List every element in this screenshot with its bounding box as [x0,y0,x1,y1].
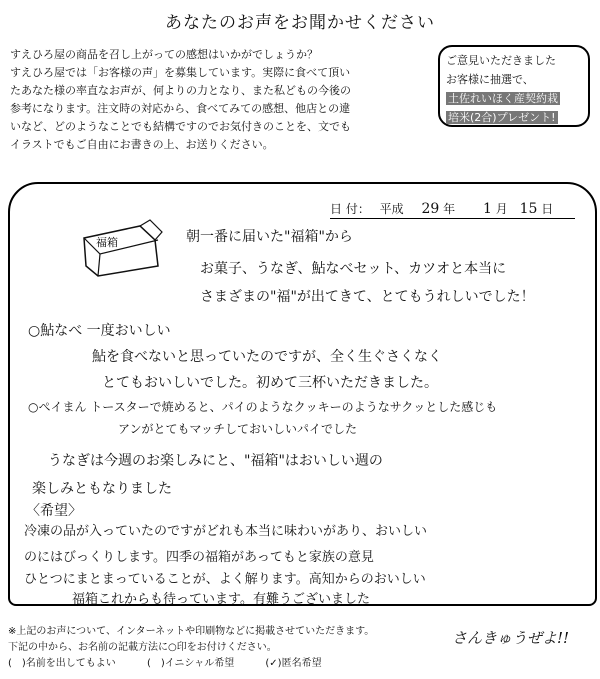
date-year-unit: 年 [443,202,456,216]
option-initial: ( )イニシャル希望 [147,658,235,669]
letter-line: さまざまの"福"が出てきて、とてもうれしいでした！ [200,289,535,305]
date-era: 平成 [379,202,404,216]
date-year-value: 29 [421,201,440,217]
date-label: 日 付： [330,202,370,216]
letter-line: 鮎を食べないと思っていたのですが、全く生ぐさくなく [92,349,442,365]
date-month-value: 1 [483,201,492,217]
intro-line: いなど、どのようなことでも結構ですのでお気付きのことを、文でも [10,120,351,133]
letter-line: 〈希望〉 [26,503,82,519]
promo-line: ご意見いただきました [446,54,556,67]
date-day-value: 15 [519,201,538,217]
letter-line: 冷凍の品が入っていたのですがどれも本当に味わいがあり、おいしい [24,524,428,539]
promo-box [438,45,590,127]
date-day-unit: 日 [541,202,554,216]
name-options [8,656,438,672]
letter-line: アンがとてもマッチしておいしいパイでした [118,422,358,436]
letter-line: ○ぺイまん トースターで焼めると、パイのようなクッキーのようなサクッとした感じも [28,400,498,414]
promo-line-highlight: 培米(2合)プレゼント! [448,111,556,124]
date-field [330,200,575,219]
intro-line: たあなた様の率直なお声が、何よりの力となり、また私どもの今後の [10,84,351,97]
page-title: あなたのお声をお聞かせください [165,13,435,33]
notes-line: ※上記のお声について、インターネットや印刷物などに掲載させていただきます。 [8,626,375,637]
date-month-unit: 月 [495,202,508,216]
promo-line: お客様に抽選で、 [446,73,534,86]
intro-line: すえひろ屋では「お客様の声」を募集しています。実際に食べて頂い [10,66,351,79]
option-anonymous: 匿名希望 [281,658,322,669]
letter-line: とてもおいしいでした。初めて三杯いただきました。 [102,375,438,391]
intro-text [10,46,420,154]
letter-line: 朝一番に届いた"福箱"から [186,229,353,245]
letter-line: ひとつにまとまっていることが、よく解ります。高知からのおいしい [24,572,426,587]
letter-line: うなぎは今週のお楽しみにと、"福箱"はおいしい週の [48,453,383,469]
option-anonymous-mark: (✓) [265,658,282,669]
letter-line: お菓子、うなぎ、鮎なべセット、カツオと本当に [200,261,507,277]
letter-line: ○鮎なべ 一度おいしい [28,323,171,339]
letter-line: 福箱これからも待っています。有難うございました [72,592,370,607]
intro-line: 参考になります。注文時の対応から、食べてみての感想、他店との違 [10,102,351,115]
notes-section [8,624,438,672]
gift-box-drawing [80,218,170,283]
letter-line: のにはびっくりします。四季の福箱があってもと家族の意見 [24,550,374,565]
letter-line: 楽しみともなりました [32,481,172,497]
option-name-ok: ( )名前を出してもよい [8,658,116,669]
box-label: 福箱 [96,236,118,249]
intro-line: イラストでもご自由にお書きの上、お送りください。 [10,138,274,151]
notes-line: 下記の中から、お名前の記載方法に○印をお付けください。 [8,642,277,653]
signoff: さんきゅうぜよ!! [452,629,570,647]
promo-line-highlight: 土佐れいほく産契約栽 [448,92,558,105]
intro-line: すえひろ屋の商品を召し上がっての感想はいかがでしょうか？ [10,48,318,61]
